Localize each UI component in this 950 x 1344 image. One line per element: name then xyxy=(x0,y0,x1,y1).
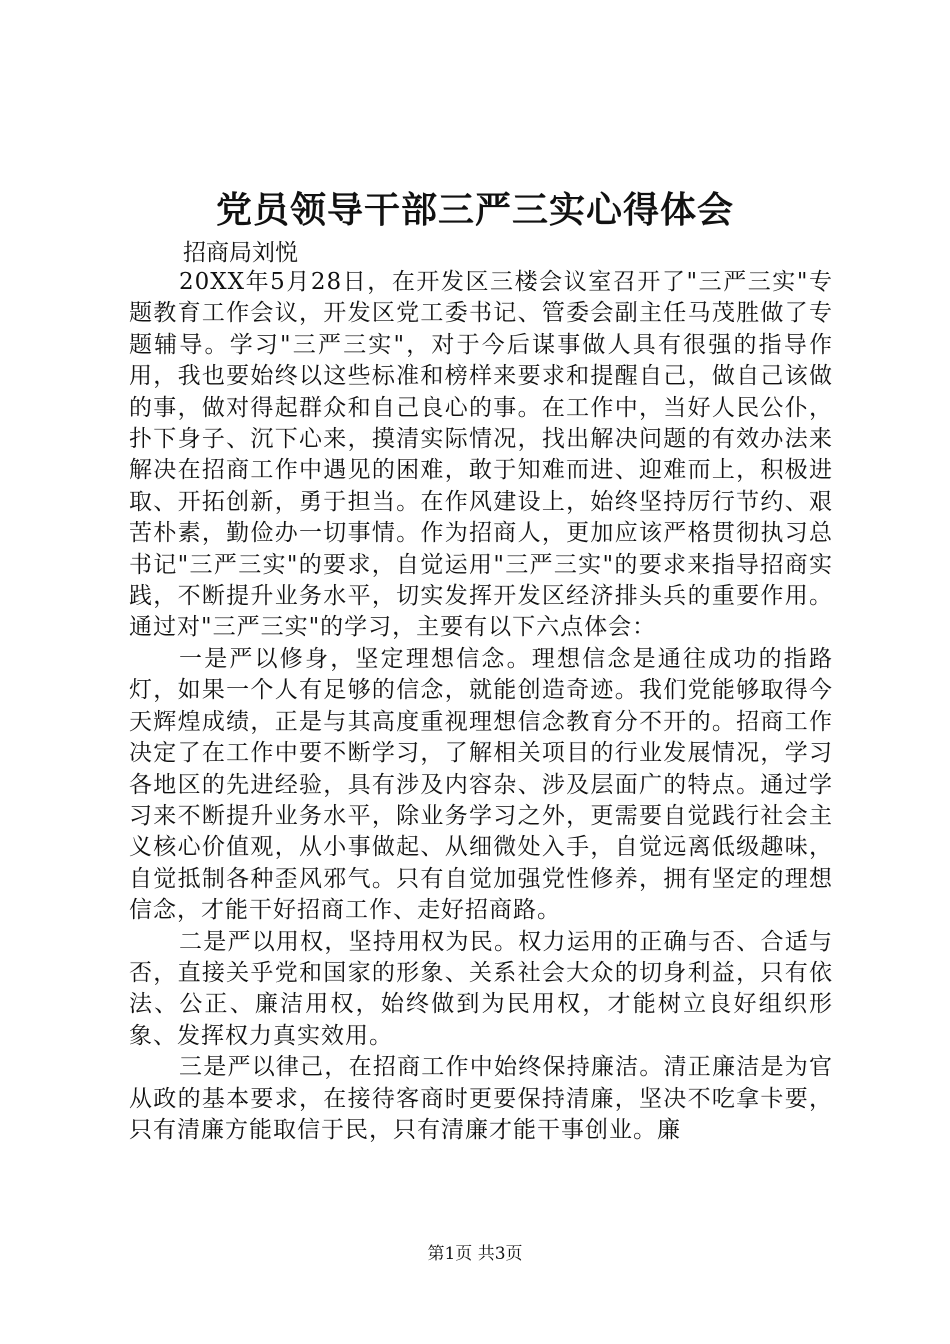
paragraph-point-two: 二是严以用权，坚持用权为民。权力运用的正确与否、合适与否，直接关乎党和国家的形象、关系社会大众的切身利益，只有依法、公正、廉洁用权，始终做到为民用权，才能树立良好组织形象、发挥权力真实效用。 xyxy=(129,928,833,1049)
paragraph-point-three: 三是严以律己，在招商工作中始终保持廉洁。清正廉洁是为官从政的基本要求，在接待客商时更要保持清廉，坚决不吃拿卡要，只有清廉方能取信于民，只有清廉才能干事创业。廉 xyxy=(129,1054,833,1143)
paragraph-intro: 20XX年5月28日，在开发区三楼会议室召开了"三严三实"专题教育工作会议，开发区党工委书记、管委会副主任马茂胜做了专题辅导。学习"三严三实"，对于今后谋事做人具有很强的指导作用，我也要始终以这些标准和榜样来要求和提醒自己，做自己该做的事，做对得起群众和自己良心的事。在工作中，当好人民公仆，扑下身子、沉下心来，摸清实际情况，找出解决问题的有效办法来解决在招商工作中遇见的困难，敢于知难而进、迎难而上，积极进取、开拓创新，勇于担当。在作风建设上，始终坚持厉行节约、艰苦朴素，勤俭办一切事情。作为招商人，更加应该严格贯彻执习总书记"三严三实"的要求，自觉运用"三严三实"的要求来指导招商实践，不断提升业务水平，切实发挥开发区经济排头兵的重要作用。通过对"三严三实"的学习，主要有以下六点体会： xyxy=(129,269,833,641)
page-number-footer: 第1页 共3页 xyxy=(427,1244,523,1264)
document-body xyxy=(129,267,833,1146)
author-line: 招商局刘悦 xyxy=(183,240,298,266)
paragraph-point-one: 一是严以修身，坚定理想信念。理想信念是通往成功的指路灯，如果一个人有足够的信念，就能创造奇迹。我们党能够取得今天辉煌成绩，正是与其高度重视理想信念教育分不开的。招商工作决定了在工作中要不断学习，了解相关项目的行业发展情况，学习各地区的先进经验，具有涉及内容杂、涉及层面广的特点。通过学习来不断提升业务水平，除业务学习之外，更需要自觉践行社会主义核心价值观，从小事做起、从细微处入手，自觉远离低级趣味，自觉抵制各种歪风邪气。只有自觉加强党性修养，拥有坚定的理想信念，才能干好招商工作、走好招商路。 xyxy=(129,645,833,924)
document-title: 党员领导干部三严三实心得体会 xyxy=(215,189,734,231)
